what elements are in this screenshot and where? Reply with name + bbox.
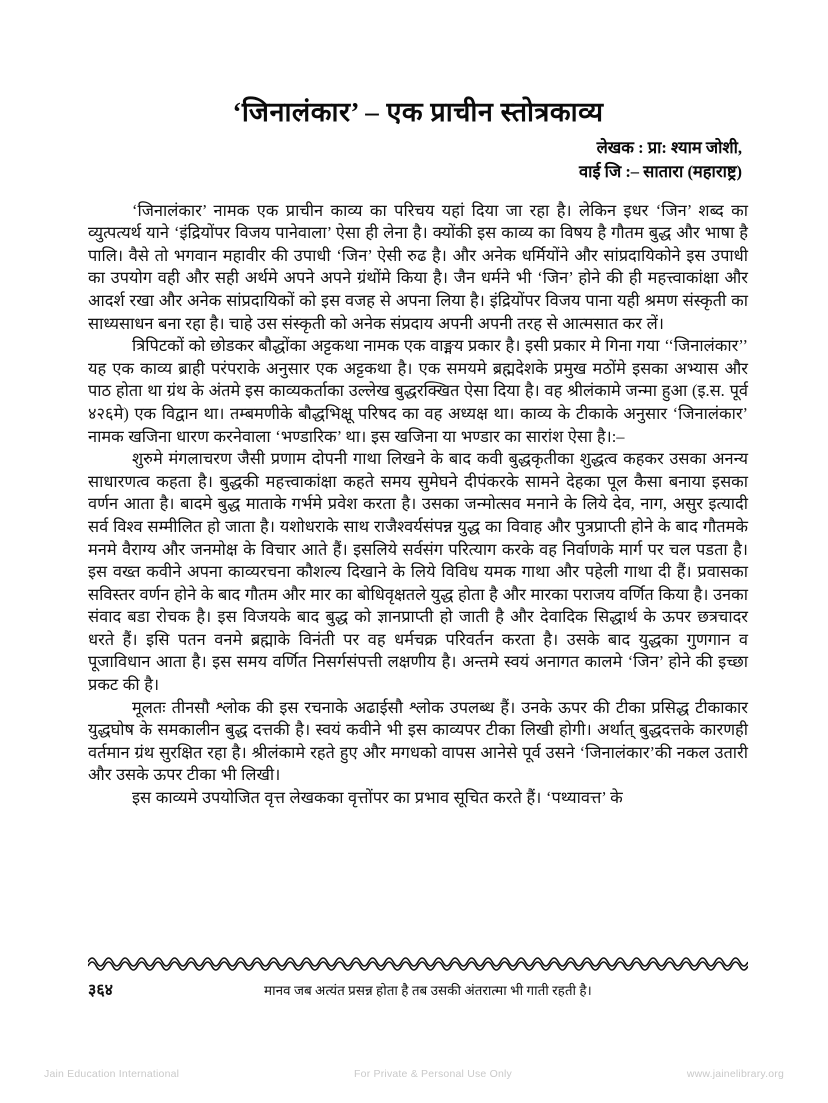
- paragraph: ‘जिनालंकार’ नामक एक प्राचीन काव्य का परिचय यहां दिया जा रहा है। लेकिन इधर ‘जिन’ शब्द का व्युत्पत्यर्थ याने ‘इंद्रियोंपर विजय पानेवाला’ ऐसा ही लेना है। क्योंकी इस काव्य का विषय है गौतम बुद्ध और भाषा है पालि। वैसे तो भगवान महावीर की उपाधी ‘जिन’ ऐसी रुढ है। और अनेक धर्मियोंने और सांप्रदायिकोने इस उपाधी का उपयोग वही और सही अर्थमे अपने अपने ग्रंथोंमे किया है। जैन धर्मने भी ‘जिन’ होने की ही महत्त्वाकांक्षा और आदर्श रखा और अनेक सांप्रदायिकों को इस वजह से अपना लिया है। इंद्रियोंपर विजय पाना यही श्रमण संस्कृती का साध्यसाधन बना रहा है। चाहे उस संस्कृती को अनेक संप्रदाय अपनी अपनी तरह से आत्मसात कर लें।: [88, 200, 748, 333]
- footer-quote: मानव जब अत्यंत प्रसन्न होता है तब उसकी अंतरात्मा भी गाती रहती है।: [264, 983, 592, 998]
- page-title: ‘जिनालंकार’ – एक प्राचीन स्तोत्रकाव्य: [232, 97, 604, 127]
- author-byline: [88, 136, 748, 184]
- body-text: [88, 200, 748, 810]
- scan-footer-usage-notice: For Private & Personal Use Only: [354, 1068, 512, 1080]
- wavy-divider: [88, 953, 748, 971]
- byline-location: वाई जि :– सातारा (महाराष्ट्र): [579, 161, 742, 181]
- paragraph: इस काव्यमे उपयोजित वृत्त लेखकका वृत्तोंपर का प्रभाव सूचित करते हैं। ‘पथ्यावत्त’ के: [132, 788, 623, 808]
- byline-author: लेखक : प्रा: श्याम जोशी,: [596, 137, 742, 157]
- paragraph: त्रिपिटकों को छोडकर बौद्धोंका अट्टकथा नामक एक वाङ्मय प्रकार है। इसी प्रकार मे गिना गया ‘‘जिनालंकार’’ यह एक काव्य ब्राही परंपराके अनुसार एक अट्टकथा है। एक समयमे ब्रह्मदेशके प्रमुख मठोंमे इसका अभ्यास और पाठ होता था ग्रंथ के अंतमे इस काव्यकर्ताका उल्लेख बुद्धरक्खित ऐसा दिया है। वह श्रीलंकामे जन्मा हुआ (इ.स. पूर्व ४२६मे) एक विद्वान था। तम्बमणीके बौद्धभिक्षू परिषद का वह अध्यक्ष था। काव्य के टीकाके अनुसार ‘जिनालंकार’ नामक खजिना धारण करनेवाला ‘भण्डारिक’ था। इस खजिना या भण्डार का सारांश ऐसा है।:–: [88, 336, 748, 446]
- scan-footer-organization: Jain Education International: [44, 1068, 180, 1080]
- page-number: ३६४: [88, 982, 113, 999]
- paragraph: मूलतः तीनसौ श्लोक की इस रचनाके अढाईसौ श्लोक उपलब्ध हैं। उनके ऊपर की टीका प्रसिद्ध टीकाकार युद्धघोष के समकालीन बुद्ध दत्तकी है। स्वयं कवीने भी इस काव्यपर टीका लिखी होगी। अर्थात् बुद्धदत्तके कारणही वर्तमान ग्रंथ सुरक्षित रहा है। श्रीलंकामे रहते हुए और मगधको वापस आनेसे पूर्व उसने ‘जिनालंकार’की नकल उतारी और उसके ऊपर टीका भी लिखी।: [88, 697, 748, 785]
- paragraph: शुरुमे मंगलाचरण जैसी प्रणाम दोपनी गाथा लिखने के बाद कवी बुद्धकृतीका शुद्धत्व कहकर उसका अनन्य साधारणत्व कहता है। बुद्धकी महत्त्वाकांक्षा कहते समय सुमेघने दीपंकरके सामने देहका पूल कैसा बनाया इसका वर्णन आता है। बादमे बुद्ध माताके गर्भमे प्रवेश करता है। उसका जन्मोत्सव मनाने के लिये देव, नाग, असुर इत्यादी सर्व विश्व सम्मीलित हो जाता है। यशोधराके साथ राजैश्वर्यसंपन्न युद्ध का विवाह और पुत्रप्राप्ती होने के बाद गौतमके मनमे वैराग्य और जनमोक्ष के विचार आते हैं। इसलिये सर्वसंग परित्याग करके वह निर्वाणके मार्ग पर चल पडता है। इस वख्त कवीने अपना काव्यरचना कौशल्य दिखाने के लिये विविध यमक गाथा और पहेली गाथा दी हैं। प्रवासका सविस्तर वर्णन होने के बाद गौतम और मार का बोधिवृक्षतले युद्ध होता है और मारका पराजय वर्णित किया है। उनका संवाद बडा रोचक है। इस विजयके बाद बुद्ध को ज्ञानप्राप्ती हो जाती है और देवादिक सिद्धार्थ के ऊपर छत्रचादर धरते हैं। इसि पतन वनमे ब्रह्माके विनंती पर वह धर्मचक्र परिवर्तन करता है। उसके बाद युद्धका गुणगान व पूजाविधान आता है। इस समय वर्णित निसर्गसंपत्ती लक्षणीय है। अन्तमे स्वयं अनागत कालमे ‘जिन’ होने की इच्छा प्रकट की है।: [88, 449, 748, 695]
- scan-footer-website[interactable]: www.jainelibrary.org: [686, 1068, 784, 1080]
- scan-watermark-footer: [0, 1068, 828, 1080]
- page-content: [88, 96, 748, 810]
- page-footer-line: [88, 978, 748, 1000]
